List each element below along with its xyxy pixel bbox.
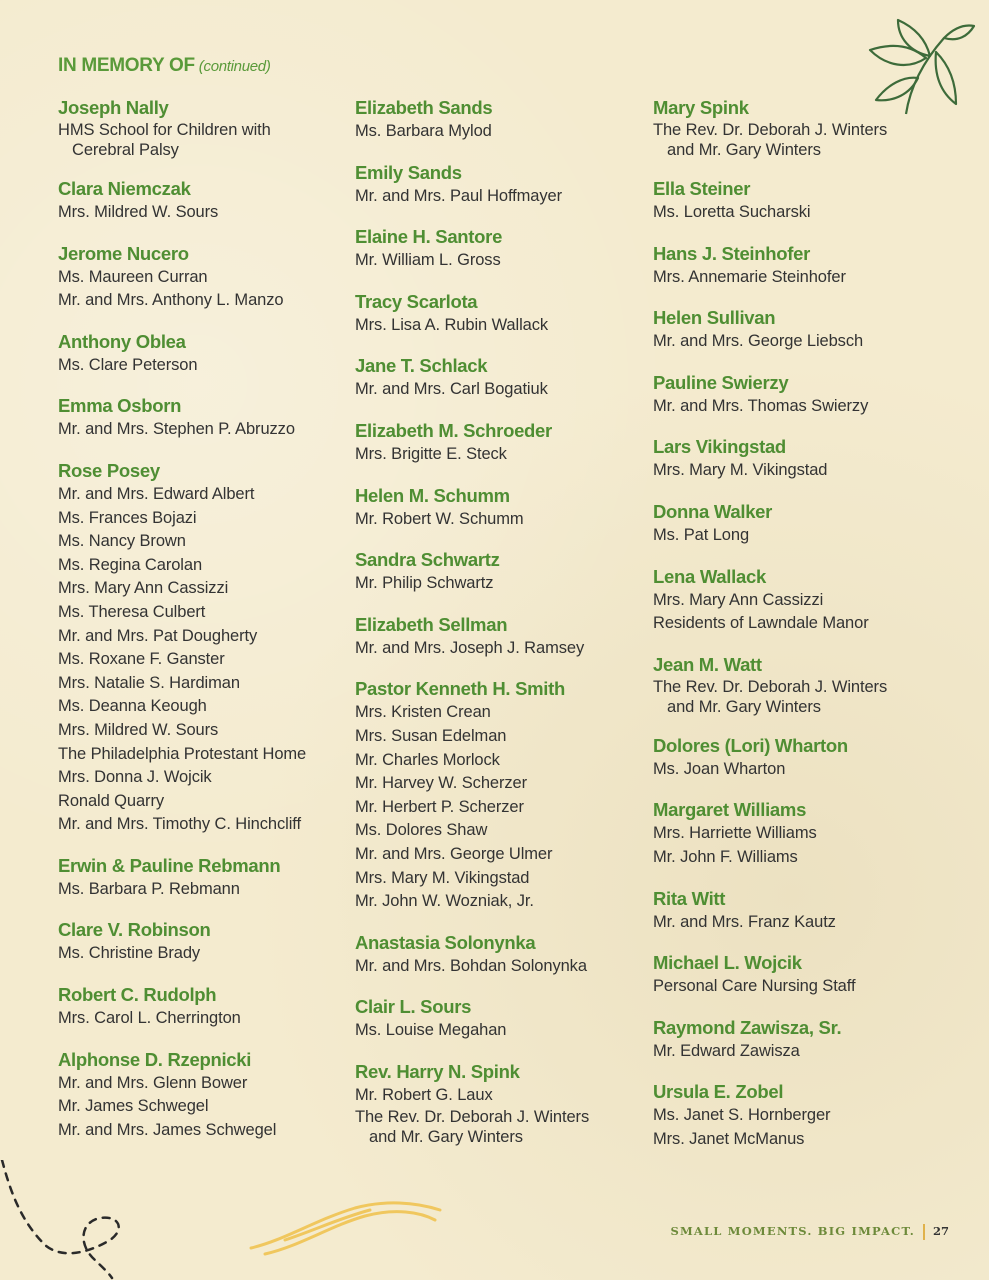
donor-name: Mrs. Donna J. Wojcik — [58, 768, 212, 787]
memorial-entry — [355, 354, 645, 402]
honoree-name: Mary Spink — [653, 97, 749, 118]
donor-name: Ms. Theresa Culbert — [58, 602, 206, 621]
honoree-name: Elizabeth M. Schroeder — [355, 419, 552, 441]
donor-name: Ronald Quarry — [58, 791, 164, 810]
honoree-name: Helen M. Schumm — [355, 484, 510, 506]
donor-name: Mr. and Mrs. Franz Kautz — [653, 912, 836, 931]
memorial-entry — [355, 161, 645, 209]
honoree-name: Jerome Nucero — [58, 242, 189, 264]
donor-name: Mr. Charles Morlock — [355, 750, 500, 769]
donor-name: Ms. Regina Carolan — [58, 555, 203, 574]
donor-name: Mr. and Mrs. Timothy C. Hinchcliff — [58, 815, 301, 834]
donor-name: Mr. James Schwegel — [58, 1097, 209, 1116]
honoree-name: Ella Steiner — [653, 178, 751, 199]
memorial-entry — [653, 371, 953, 419]
memorial-entry — [653, 1080, 953, 1151]
memorial-entry — [58, 330, 348, 378]
memorial-entry — [653, 653, 953, 717]
donor-name: Ms. Janet S. Hornberger — [653, 1106, 831, 1125]
heading-title: IN MEMORY OF — [58, 55, 195, 76]
memorial-entry — [58, 177, 348, 225]
honoree-name: Sandra Schwartz — [355, 549, 500, 571]
donor-name: Mrs. Mary M. Vikingstad — [355, 868, 530, 887]
heading-continued: (continued) — [198, 58, 271, 75]
honoree-name: Elaine H. Santore — [355, 226, 503, 248]
honoree-name: Pauline Swierzy — [653, 371, 789, 393]
memorial-entry — [355, 548, 645, 596]
honoree-name: Clara Niemczak — [58, 178, 191, 199]
memorial-entry — [58, 854, 348, 902]
donor-name: Mr. William L. Gross — [355, 251, 501, 270]
donor-name: Ms. Clare Peterson — [58, 355, 198, 374]
memorial-entry — [355, 613, 645, 661]
donor-name: Mr. and Mrs. Carl Bogatiuk — [355, 380, 548, 399]
memorial-entry — [653, 887, 953, 935]
donor-name: Mr. and Mrs. Paul Hoffmayer — [355, 186, 562, 205]
honoree-name: Elizabeth Sellman — [355, 613, 508, 635]
memorial-entry — [58, 983, 348, 1031]
donor-name: Mr. Robert G. Laux — [355, 1085, 493, 1104]
memorial-entry — [653, 798, 953, 869]
memorial-entry — [58, 918, 348, 966]
donor-name: Mrs. Kristen Crean — [355, 703, 491, 722]
donor-name: Mrs. Mildred W. Sours — [58, 720, 219, 739]
donor-name: The Rev. Dr. Deborah J. Winters — [355, 1108, 590, 1127]
memorial-entry — [653, 1016, 953, 1064]
honoree-name: Rita Witt — [653, 887, 726, 909]
memorial-entry — [653, 96, 953, 160]
donor-name: Cerebral Palsy — [72, 141, 179, 159]
donor-name: Ms. Christine Brady — [58, 944, 201, 963]
donor-name: Mrs. Mary Ann Cassizzi — [58, 579, 229, 598]
honoree-name: Helen Sullivan — [653, 307, 776, 329]
honoree-name: Donna Walker — [653, 500, 773, 522]
donor-name: Mrs. Mary Ann Cassizzi — [653, 590, 824, 609]
donor-name: Ms. Louise Megahan — [355, 1021, 507, 1040]
donor-name: Mrs. Brigitte E. Steck — [355, 444, 507, 463]
donor-name: Mr. and Mrs. Edward Albert — [58, 484, 255, 503]
memorial-entry — [355, 96, 645, 144]
honoree-name: Emily Sands — [355, 161, 462, 183]
donor-name: Mr. and Mrs. James Schwegel — [58, 1120, 277, 1139]
memorial-entry — [58, 242, 348, 313]
honoree-name: Tracy Scarlota — [355, 290, 478, 312]
donor-name: Ms. Nancy Brown — [58, 532, 186, 551]
donor-name: Ms. Loretta Sucharski — [653, 203, 811, 221]
swash-decoration — [245, 1190, 445, 1260]
memorial-entry — [58, 96, 348, 160]
donor-name: Mrs. Annemarie Steinhofer — [653, 267, 846, 286]
honoree-name: Michael L. Wojcik — [653, 952, 802, 974]
memorial-entry — [58, 1048, 348, 1143]
donor-name: Mrs. Lisa A. Rubin Wallack — [355, 315, 549, 334]
memorial-entry — [355, 225, 645, 273]
donor-name: Ms. Maureen Curran — [58, 267, 208, 286]
donor-name: Mr. Edward Zawisza — [653, 1041, 800, 1060]
donor-name: Mr. and Mrs. Anthony L. Manzo — [58, 291, 284, 310]
donor-name: Personal Care Nursing Staff — [653, 977, 856, 996]
honoree-name: Pastor Kenneth H. Smith — [355, 678, 565, 700]
memorial-entry — [653, 500, 953, 548]
honoree-name: Lars Vikingstad — [653, 436, 786, 458]
donor-name: Mr. and Mrs. Joseph J. Ramsey — [355, 638, 585, 657]
donor-name: Mr. and Mrs. George Ulmer — [355, 844, 553, 863]
donor-name: HMS School for Children with — [58, 121, 271, 139]
donor-name: Mr. Robert W. Schumm — [355, 509, 524, 528]
donor-name: Ms. Roxane F. Ganster — [58, 650, 225, 669]
honoree-name: Jean M. Watt — [653, 653, 762, 675]
donor-name: Mr. and Mrs. Thomas Swierzy — [653, 396, 869, 415]
memorial-entry — [355, 995, 645, 1043]
donor-name: Mr. and Mrs. Stephen P. Abruzzo — [58, 420, 295, 439]
honoree-name: Hans J. Steinhofer — [653, 242, 811, 264]
donor-name: Mr. Harvey W. Scherzer — [355, 774, 528, 793]
honoree-name: Elizabeth Sands — [355, 97, 493, 118]
honoree-name: Erwin & Pauline Rebmann — [58, 854, 281, 876]
honoree-name: Rev. Harry N. Spink — [355, 1060, 520, 1082]
honoree-name: Rose Posey — [58, 459, 160, 481]
honoree-name: Clair L. Sours — [355, 996, 472, 1018]
honoree-name: Margaret Williams — [653, 799, 807, 821]
donor-name: and Mr. Gary Winters — [667, 697, 821, 716]
honoree-name: Anthony Oblea — [58, 330, 186, 352]
donor-name: Mrs. Janet McManus — [653, 1129, 805, 1148]
donor-name: Mr. Philip Schwartz — [355, 574, 494, 593]
memorial-entry — [653, 306, 953, 354]
page-number: 27 — [932, 1224, 949, 1238]
honoree-name: Anastasia Solonynka — [355, 931, 536, 953]
donor-name: Mrs. Carol L. Cherrington — [58, 1009, 241, 1028]
donor-name: Ms. Barbara P. Rebmann — [58, 879, 240, 898]
donor-name: Mrs. Mary M. Vikingstad — [653, 461, 828, 480]
memorial-entry — [653, 242, 953, 290]
honoree-name: Raymond Zawisza, Sr. — [653, 1016, 842, 1038]
honoree-name: Emma Osborn — [58, 395, 182, 417]
donor-name: Mr. and Mrs. Bohdan Solonynka — [355, 956, 587, 975]
honoree-name: Alphonse D. Rzepnicki — [58, 1048, 252, 1070]
donor-name: Mrs. Harriette Williams — [653, 824, 817, 843]
donor-name: Ms. Deanna Keough — [58, 697, 207, 716]
donor-name: Ms. Pat Long — [653, 525, 750, 544]
donor-name: Ms. Dolores Shaw — [355, 821, 488, 840]
memorial-entry — [653, 177, 953, 225]
honoree-name: Jane T. Schlack — [355, 355, 488, 377]
memorial-entry — [58, 394, 348, 442]
honoree-name: Ursula E. Zobel — [653, 1081, 784, 1103]
footer-divider — [923, 1224, 925, 1240]
column-2 — [355, 96, 645, 1164]
donor-name: Mr. John F. Williams — [653, 847, 798, 866]
donor-name: Mrs. Natalie S. Hardiman — [58, 673, 240, 692]
memorial-entry — [355, 290, 645, 338]
honoree-name: Dolores (Lori) Wharton — [653, 734, 848, 756]
donor-name: Mr. John W. Wozniak, Jr. — [355, 892, 534, 911]
memorial-entry — [58, 459, 348, 837]
honoree-name: Robert C. Rudolph — [58, 984, 217, 1006]
honoree-name: Clare V. Robinson — [58, 919, 211, 941]
honoree-name: Joseph Nally — [58, 97, 169, 118]
dotted-trail-decoration — [0, 1160, 140, 1280]
memorial-entry — [355, 677, 645, 913]
donor-name: The Rev. Dr. Deborah J. Winters — [653, 677, 888, 696]
memorial-entry — [355, 1060, 645, 1148]
honoree-name: Lena Wallack — [653, 565, 766, 587]
memorial-entry — [355, 931, 645, 979]
donor-name: The Rev. Dr. Deborah J. Winters — [653, 121, 888, 139]
column-1 — [58, 96, 348, 1159]
donor-name: Mr. Herbert P. Scherzer — [355, 797, 524, 816]
page-heading — [58, 55, 271, 77]
memorial-entry — [355, 419, 645, 467]
donor-name: Mr. and Mrs. George Liebsch — [653, 332, 864, 351]
donor-name: Mrs. Susan Edelman — [355, 726, 507, 745]
donor-name: Mr. and Mrs. Pat Dougherty — [58, 626, 258, 645]
donor-name: and Mr. Gary Winters — [667, 141, 821, 159]
column-3 — [653, 96, 953, 1169]
page-footer — [670, 1224, 949, 1240]
donor-name: The Philadelphia Protestant Home — [58, 744, 307, 763]
donor-name: Mrs. Mildred W. Sours — [58, 203, 219, 221]
donor-name: and Mr. Gary Winters — [369, 1128, 523, 1147]
donor-name: Ms. Frances Bojazi — [58, 508, 197, 527]
memorial-entry — [653, 951, 953, 999]
donor-name: Ms. Joan Wharton — [653, 759, 786, 778]
memorial-entry — [355, 484, 645, 532]
memorial-entry — [653, 565, 953, 636]
donor-name: Ms. Barbara Mylod — [355, 122, 492, 140]
donor-name: Mr. and Mrs. Glenn Bower — [58, 1073, 248, 1092]
donor-name: Residents of Lawndale Manor — [653, 614, 869, 633]
memorial-entry — [653, 435, 953, 483]
footer-tagline: SMALL MOMENTS. BIG IMPACT. — [670, 1224, 915, 1238]
memorial-entry — [653, 734, 953, 782]
